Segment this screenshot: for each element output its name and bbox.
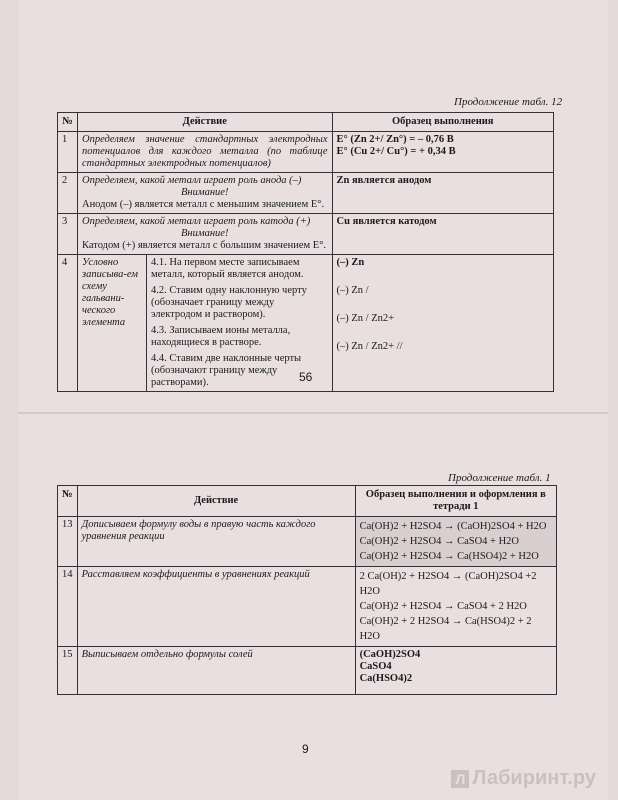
header-action: Действие	[77, 113, 332, 132]
step-sample: (–) Zn	[336, 257, 365, 268]
header-sample: Образец выполнения	[332, 113, 553, 132]
sample-line: Ca(OH)2 + H2SO4 → CaSO4 + H2O	[359, 536, 520, 547]
sample-line: E° (Cu 2+/ Cu°) = + 0,34 В	[336, 146, 456, 157]
bottom-table	[57, 485, 557, 695]
step-text: 4.1. На первом месте записываем металл, который является анодом.	[150, 257, 304, 280]
row-sample	[355, 647, 556, 695]
table-row	[58, 132, 554, 173]
row-num: 1	[58, 132, 78, 173]
row-sample: Zn является анодом	[332, 173, 553, 214]
step-text: 4.3. Записываем ионы металла, находящиеся в растворе.	[150, 325, 291, 348]
note-title: Внимание!	[181, 228, 229, 239]
row-num: 14	[58, 567, 78, 647]
step-sample: (–) Zn / Zn2+	[336, 313, 395, 324]
top-table-header	[58, 113, 554, 132]
row-num: 2	[58, 173, 78, 214]
sample-line: Ca(OH)2 + H2SO4 → CaSO4 + 2 H2O	[359, 601, 527, 612]
header-num: №	[58, 113, 78, 132]
bottom-table-caption: Продолжение табл. 1	[448, 472, 551, 484]
row-action: Выписываем отдельно формулы солей	[77, 647, 355, 695]
row-action: Дописываем формулу воды в правую часть каждого уравнения реакции	[77, 517, 355, 567]
page-number-top: 56	[299, 370, 313, 384]
watermark-text: Лабиринт.ру	[472, 767, 596, 789]
top-table-caption: Продолжение табл. 12	[454, 96, 563, 108]
row-action-cell	[77, 255, 332, 392]
sample-line: Ca(OH)2 + 2 H2SO4 → Ca(HSO4)2 + 2 H2O	[359, 616, 532, 642]
table-row	[58, 567, 557, 647]
page-fold	[18, 412, 608, 414]
header-action: Действие	[77, 486, 355, 517]
table-row	[58, 214, 554, 255]
step-sample: (–) Zn /	[336, 285, 369, 296]
row-action: Определяем значение стандартных электродных потенциалов для каждого металла (по таблице стандартных электродных потенциалов)	[77, 132, 332, 173]
header-num: №	[58, 486, 78, 517]
row-sample	[332, 132, 553, 173]
row-num: 4	[58, 255, 78, 392]
row-sample: Cu является катодом	[332, 214, 553, 255]
table-row	[58, 173, 554, 214]
bottom-table-header	[58, 486, 557, 517]
salt-formula: (CaOH)2SO4	[359, 649, 421, 660]
watermark-mark: Л	[451, 770, 469, 788]
sample-line: 2 Ca(OH)2 + H2SO4 → (CaOH)2SO4 +2 H2O	[359, 571, 537, 597]
row-action: Расставляем коэффициенты в уравнениях реакций	[77, 567, 355, 647]
steps-table	[78, 255, 332, 391]
row-action: Определяем, какой металл играет роль катода (+)	[81, 216, 311, 227]
watermark-logo	[451, 767, 596, 790]
row-num: 3	[58, 214, 78, 255]
sample-line: E° (Zn 2+/ Zn°) = – 0,76 В	[336, 134, 454, 145]
step-sample: (–) Zn / Zn2+ //	[336, 341, 403, 352]
step-text: 4.4. Ставим две наклонные черты (обозначают границу между растворами).	[150, 353, 302, 388]
header-sample: Образец выполнения и оформления в тетради 1	[355, 486, 556, 517]
row-action-cell	[77, 173, 332, 214]
row-num: 13	[58, 517, 78, 567]
sample-line: Ca(OH)2 + H2SO4 → (CaOH)2SO4 + H2O	[359, 521, 547, 532]
salt-formula: CaSO4	[359, 661, 392, 672]
salt-formula: Ca(HSO4)2	[359, 673, 413, 684]
table-row	[58, 517, 557, 567]
row-action-cell	[77, 214, 332, 255]
step-text: 4.2. Ставим одну наклонную черту (обозначает границу между электродом и раствором).	[150, 285, 307, 320]
sample-line: Ca(OH)2 + H2SO4 → Ca(HSO4)2 + H2O	[359, 551, 539, 562]
row-action: Определяем, какой металл играет роль анода (–)	[81, 175, 302, 186]
page-number-bottom: 9	[302, 742, 309, 756]
note-title: Внимание!	[181, 187, 229, 198]
row-action: Условно записыва-ем схему гальвани-ческого элемента	[78, 255, 147, 391]
row-num: 15	[58, 647, 78, 695]
row-sample	[332, 255, 553, 392]
top-table	[57, 112, 554, 392]
note-text: Катодом (+) является металл с большим значением E°.	[81, 240, 327, 251]
row-sample	[355, 517, 556, 567]
table-row	[58, 647, 557, 695]
row-sample	[355, 567, 556, 647]
note-text: Анодом (–) является металл с меньшим значением E°.	[81, 199, 325, 210]
